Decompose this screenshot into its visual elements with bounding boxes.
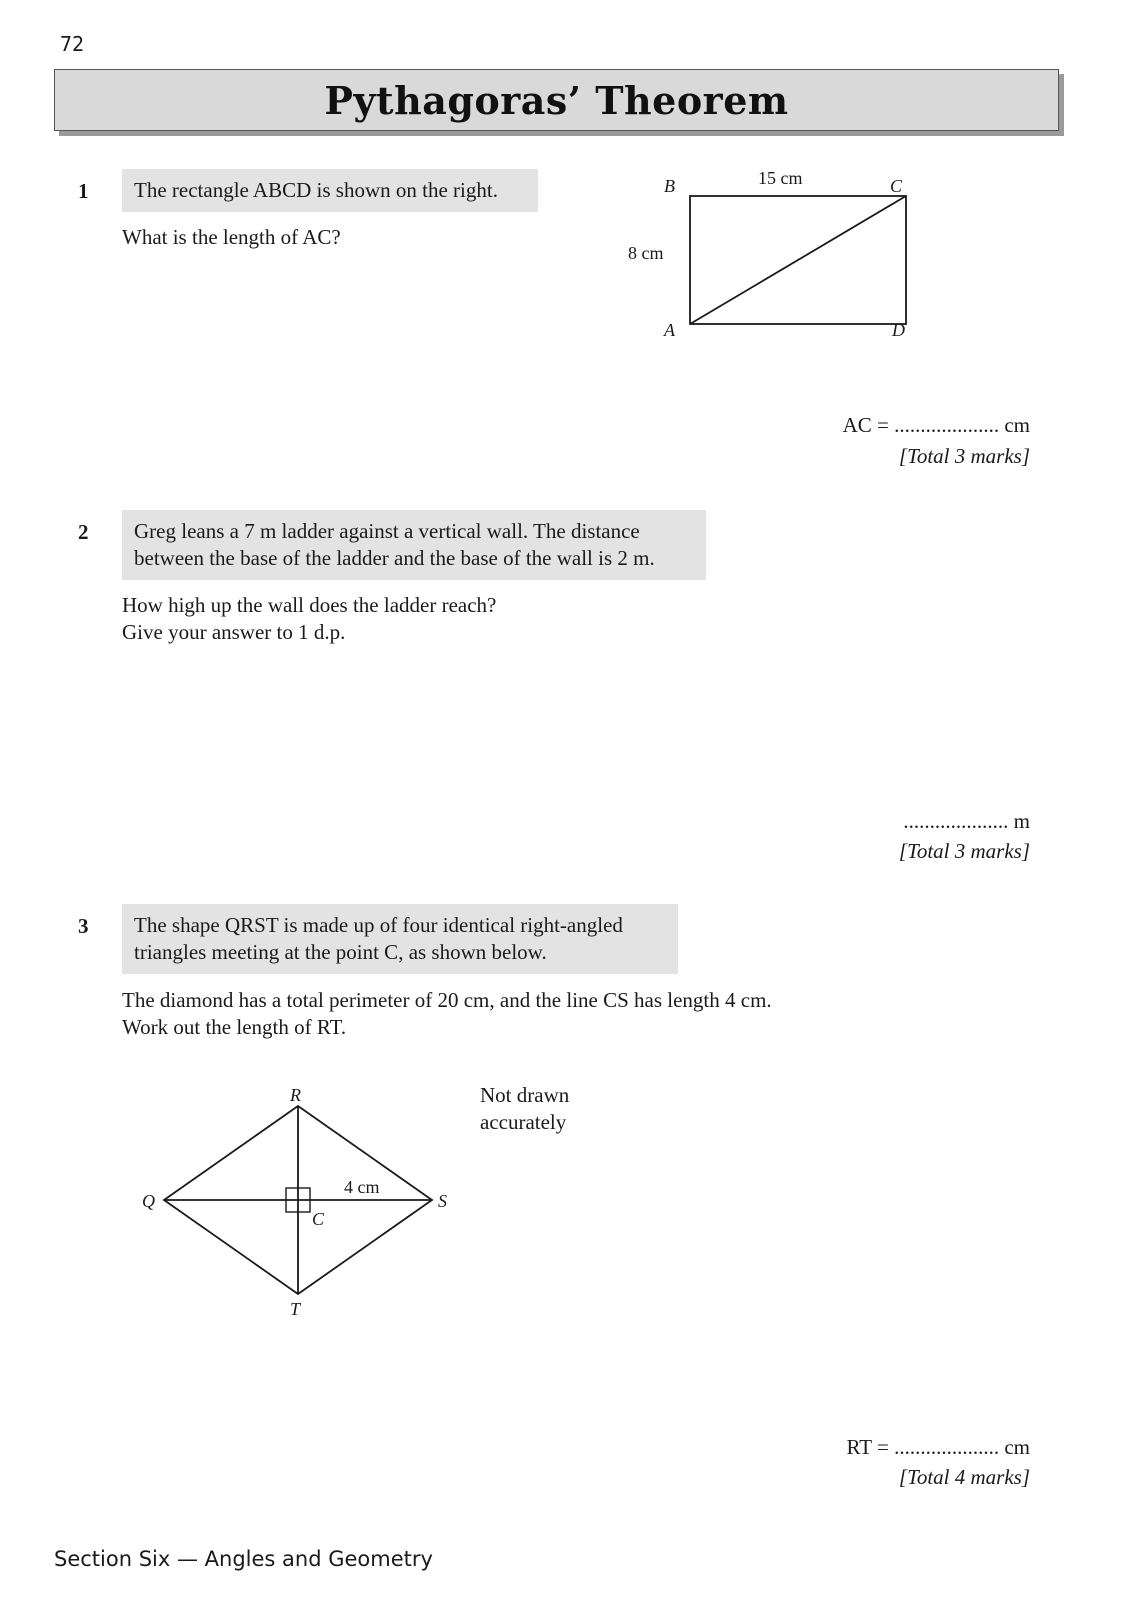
not-drawn-accurately-note — [480, 1082, 569, 1136]
rectangle-abcd-diagram — [620, 165, 940, 355]
point-c-label: C — [312, 1209, 325, 1229]
vertex-r-label: R — [290, 1085, 301, 1105]
length-bc-label: 15 cm — [758, 168, 803, 188]
question-2-prompt-line-1: Greg leans a 7 m ladder against a vertical wall. The distance — [134, 519, 640, 543]
section-footer: Section Six — Angles and Geometry — [54, 1547, 433, 1571]
question-2-prompt — [122, 510, 706, 580]
question-2-text — [122, 592, 496, 646]
page-number: 72 — [60, 32, 85, 56]
vertex-q-label: Q — [142, 1191, 155, 1211]
question-3-number: 3 — [78, 914, 89, 938]
question-3-text — [122, 987, 772, 1041]
question-3-marks: [Total 4 marks] — [898, 1465, 1030, 1489]
question-3-prompt-line-1: The shape QRST is made up of four identical right-angled — [134, 913, 623, 937]
rhombus-qrst-diagram — [130, 1065, 470, 1325]
question-1-number: 1 — [78, 179, 89, 203]
question-2-prompt-line-2: between the base of the ladder and the base of the wall is 2 m. — [134, 546, 655, 570]
page-title: Pythagoras’ Theorem — [324, 77, 789, 123]
question-3-prompt — [122, 904, 678, 974]
question-1-prompt: The rectangle ABCD is shown on the right. — [122, 169, 538, 212]
question-3-prompt-line-2: triangles meeting at the point C, as shown below. — [134, 940, 547, 964]
length-cs-label: 4 cm — [344, 1177, 380, 1197]
vertex-t-label: T — [290, 1299, 301, 1319]
question-3-text-line-2: Work out the length of RT. — [122, 1015, 347, 1039]
note-line-1: Not drawn — [480, 1083, 570, 1107]
vertex-s-label: S — [438, 1191, 447, 1211]
question-2-answer-line: .................... m — [903, 809, 1030, 833]
question-2-text-line-2: Give your answer to 1 d.p. — [122, 620, 346, 644]
question-1-answer-line: AC = .................... cm — [842, 413, 1030, 437]
question-2-marks: [Total 3 marks] — [898, 839, 1030, 863]
title-bar — [54, 69, 1059, 131]
question-2-number: 2 — [78, 520, 89, 544]
length-ab-label: 8 cm — [628, 243, 664, 263]
diagonal-ac — [690, 196, 906, 324]
question-2-text-line-1: How high up the wall does the ladder reach? — [122, 593, 497, 617]
vertex-b-label: B — [664, 176, 675, 196]
vertex-c-label: C — [890, 176, 903, 196]
vertex-d-label: D — [892, 320, 905, 340]
question-3-text-line-1: The diamond has a total perimeter of 20 cm, and the line CS has length 4 cm. — [122, 988, 772, 1012]
question-1-text: What is the length of AC? — [122, 225, 341, 249]
question-3-answer-line: RT = .................... cm — [846, 1435, 1030, 1459]
note-line-2: accurately — [480, 1110, 567, 1134]
question-1-marks: [Total 3 marks] — [898, 444, 1030, 468]
vertex-a-label: A — [664, 320, 675, 340]
